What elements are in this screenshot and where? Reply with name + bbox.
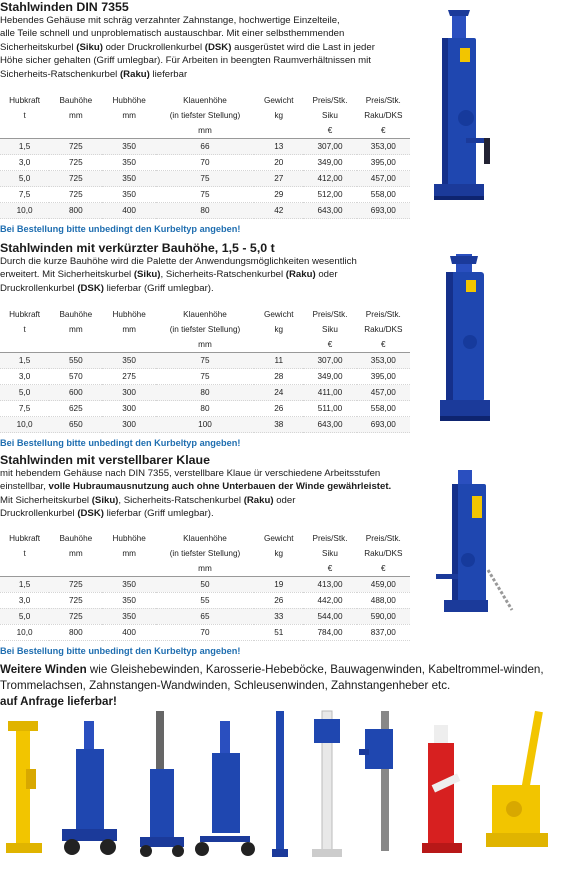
description-text: , Sicherheits-Ratschenkurbel <box>118 494 244 506</box>
table-header-cell: mm <box>156 561 254 577</box>
table-cell: 3,0 <box>0 155 49 171</box>
description-text: Sicherheits-Ratschenkurbel <box>0 68 120 80</box>
table-header-cell: € <box>357 561 410 577</box>
description-text: einstellbar, <box>0 481 49 493</box>
table-cell: 350 <box>102 592 155 608</box>
table-cell: 300 <box>102 401 155 417</box>
table-header-cell <box>254 561 303 577</box>
table-header-cell: t <box>23 548 26 558</box>
table-cell: 600 <box>49 385 102 401</box>
table-cell: 488,00 <box>357 592 410 608</box>
table-cell: 100 <box>156 417 254 433</box>
table-header-cell: (in tiefster Stellung) <box>169 111 241 121</box>
table-cell: 80 <box>156 203 254 219</box>
table-cell: 544,00 <box>303 608 356 624</box>
description-text: alle Teile schnell und unproblematisch austauschbar. Mit einer selbsthemmenden <box>0 28 345 40</box>
gallery-blue-wall-jack <box>355 709 400 859</box>
table-header-cell <box>102 337 155 353</box>
table-cell: 459,00 <box>357 576 410 592</box>
table-cell: 800 <box>49 203 102 219</box>
table-cell: 7,5 <box>0 187 49 203</box>
table-header-cell: Siku <box>322 548 338 558</box>
description-line <box>0 68 415 81</box>
table-header-cell: Bauhöhe <box>59 310 93 320</box>
table-cell: 350 <box>102 353 155 369</box>
table-cell: 725 <box>49 576 102 592</box>
table-cell: 558,00 <box>357 187 410 203</box>
table-header-cell <box>254 337 303 353</box>
section-din7355 <box>0 0 415 236</box>
table-cell: 51 <box>254 624 303 640</box>
gallery-blue-slim-post <box>270 709 290 859</box>
product-image-din7355-jack <box>428 8 498 208</box>
table-cell: 558,00 <box>357 401 410 417</box>
description-text: lieferbar <box>149 68 188 80</box>
table-cell: 66 <box>156 139 254 155</box>
description-emphasis: (Raku) <box>119 68 150 80</box>
more-jacks-cta: auf Anfrage lieferbar! <box>0 695 117 708</box>
table-header-cell: mm <box>69 548 83 558</box>
table-cell: 5,0 <box>0 608 49 624</box>
table-header-cell: kg <box>274 548 284 558</box>
table-header-cell <box>102 561 155 577</box>
table-header-cell: Gewicht <box>263 310 294 320</box>
table-cell: 725 <box>49 155 102 171</box>
description-text: lieferbar (Griff umlegbar). <box>103 508 214 520</box>
description-text: Hebendes Gehäuse mit schräg verzahnter Zahnstange, hochwertige Einzelteile, <box>0 15 340 26</box>
gallery-gray-tall-jack <box>132 709 192 859</box>
table-header-cell <box>49 337 102 353</box>
table-cell: 65 <box>156 608 254 624</box>
table-header-cell: t <box>23 325 26 335</box>
table-cell: 353,00 <box>357 139 410 155</box>
description-text: Durch die kurze Bauhöhe wird die Palette der Anwendungsmöglichkeiten wesentlich <box>0 256 357 267</box>
table-cell: 590,00 <box>357 608 410 624</box>
table-cell: 693,00 <box>357 203 410 219</box>
description-emphasis: (DSK) <box>204 41 232 53</box>
table-header-cell: (in tiefster Stellung) <box>169 548 241 558</box>
table-header-cell: Preis/Stk. <box>365 533 401 543</box>
section-title: Stahlwinden mit verkürzter Bauhöhe, 1,5 - 5,0 t <box>0 241 275 255</box>
description-line <box>0 480 415 493</box>
table-header-cell: Gewicht <box>263 96 294 106</box>
table-cell: 24 <box>254 385 303 401</box>
table-cell: 26 <box>254 401 303 417</box>
spec-table <box>0 93 410 219</box>
description-emphasis: (Siku) <box>76 41 103 53</box>
section-description <box>0 467 415 521</box>
table-row <box>0 203 410 219</box>
table-header-cell: Hubkraft <box>9 310 41 320</box>
table-cell: 26 <box>254 592 303 608</box>
table-cell: 550 <box>49 353 102 369</box>
table-cell: 75 <box>156 369 254 385</box>
table-row <box>0 385 410 401</box>
gallery-red-lifting-jack <box>410 719 472 859</box>
product-image-short-jack <box>436 252 500 432</box>
table-cell: 3,0 <box>0 369 49 385</box>
order-note: Bei Bestellung bitte unbedingt den Kurbeltyp angeben! <box>0 645 241 656</box>
gallery-yellow-toe-jack <box>478 709 558 859</box>
table-cell: 80 <box>156 401 254 417</box>
table-header-cell: € <box>357 123 410 139</box>
table-cell: 29 <box>254 187 303 203</box>
more-jacks-body: wie Gleishebewinden, Karosserie-Hebeböcke, Bauwagenwinden, Kabeltrommel-winden, Trommelachsen, Zahnstangen-Wandwinden, Schleusenwinden, Zahnstangenheber etc. <box>0 663 544 692</box>
table-cell: 412,00 <box>303 171 356 187</box>
table-header-cell: Hubhöhe <box>112 310 146 320</box>
table-cell: 307,00 <box>303 139 356 155</box>
table-row <box>0 401 410 417</box>
table-cell: 50 <box>156 576 254 592</box>
table-header-cell: Preis/Stk. <box>312 533 348 543</box>
table-cell: 349,00 <box>303 155 356 171</box>
table-cell: 42 <box>254 203 303 219</box>
table-cell: 350 <box>102 155 155 171</box>
table-cell: 27 <box>254 171 303 187</box>
table-cell: 457,00 <box>357 171 410 187</box>
table-header-cell: Klauenhöhe <box>183 310 227 320</box>
table-header-cell: Raku/DKS <box>364 111 403 121</box>
table-row <box>0 576 410 592</box>
description-emphasis: (DSK) <box>77 282 104 294</box>
description-emphasis: (Siku) <box>133 269 161 281</box>
table-header-cell: € <box>303 337 356 353</box>
table-header-cell: mm <box>122 548 136 558</box>
description-line <box>0 282 415 295</box>
description-line <box>0 494 415 507</box>
spec-table <box>0 531 410 641</box>
description-text: ausgerüstet wird die Last in jeder <box>231 41 375 53</box>
section-description <box>0 14 415 81</box>
order-note: Bei Bestellung bitte unbedingt den Kurbeltyp angeben! <box>0 438 241 449</box>
description-text: Druckrollenkurbel <box>0 282 78 294</box>
table-header-cell: Bauhöhe <box>59 96 93 106</box>
table-header-cell: Preis/Stk. <box>365 96 401 106</box>
description-line <box>0 41 415 54</box>
description-text: Sicherheitskurbel <box>0 41 77 53</box>
table-cell: 442,00 <box>303 592 356 608</box>
gallery-blue-wheeled-jack <box>52 719 127 859</box>
table-cell: 570 <box>49 369 102 385</box>
table-cell: 11 <box>254 353 303 369</box>
table-header-cell: Hubhöhe <box>112 533 146 543</box>
table-header-cell: mm <box>69 325 83 335</box>
table-header-cell: t <box>23 111 26 121</box>
table-row <box>0 171 410 187</box>
table-cell: 350 <box>102 187 155 203</box>
table-cell: 5,0 <box>0 385 49 401</box>
description-text: Höhe sicher gehalten (Griff umlegbar). Für Arbeiten in beengten Raumverhältnissen mit <box>0 55 371 67</box>
table-header-cell: (in tiefster Stellung) <box>169 325 241 335</box>
table-cell: 75 <box>156 187 254 203</box>
table-cell: 350 <box>102 608 155 624</box>
gallery-yellow-rack-jack <box>2 719 46 859</box>
description-text: mit hebendem Gehäuse nach DIN 7355, verstellbare Klaue ür verschiedene Arbeitsstufen <box>0 468 381 479</box>
table-header-cell <box>254 123 303 139</box>
table-header-cell: € <box>303 561 356 577</box>
section-description <box>0 255 415 295</box>
table-cell: 650 <box>49 417 102 433</box>
table-cell: 70 <box>156 624 254 640</box>
section-short-height <box>0 241 415 450</box>
table-cell: 3,0 <box>0 592 49 608</box>
table-cell: 5,0 <box>0 171 49 187</box>
table-cell: 20 <box>254 155 303 171</box>
table-row <box>0 608 410 624</box>
description-text: , Sicherheits-Ratschenkurbel <box>160 269 286 281</box>
table-row <box>0 187 410 203</box>
table-header-cell: mm <box>122 325 136 335</box>
table-cell: 28 <box>254 369 303 385</box>
table-header-cell: Klauenhöhe <box>183 533 227 543</box>
jack-gallery <box>0 705 561 879</box>
description-emphasis: (Raku) <box>285 269 316 281</box>
table-row <box>0 353 410 369</box>
spec-table <box>0 307 410 433</box>
table-header-cell: Preis/Stk. <box>365 310 401 320</box>
table-header-cell: Preis/Stk. <box>312 96 348 106</box>
table-cell: 643,00 <box>303 417 356 433</box>
table-header-cell: Gewicht <box>263 533 294 543</box>
table-header-cell: Hubkraft <box>9 533 41 543</box>
table-cell: 307,00 <box>303 353 356 369</box>
description-line <box>0 54 415 67</box>
table-header-cell: € <box>303 123 356 139</box>
table-cell: 80 <box>156 385 254 401</box>
table-cell: 625 <box>49 401 102 417</box>
table-cell: 7,5 <box>0 401 49 417</box>
table-header-cell: mm <box>69 111 83 121</box>
table-cell: 643,00 <box>303 203 356 219</box>
table-cell: 725 <box>49 608 102 624</box>
table-header-cell: Siku <box>322 325 338 335</box>
table-header-cell: Siku <box>322 111 338 121</box>
order-note: Bei Bestellung bitte unbedingt den Kurbeltyp angeben! <box>0 224 241 235</box>
description-text: Mit Sicherheitskurbel <box>0 494 92 506</box>
table-cell: 1,5 <box>0 576 49 592</box>
description-emphasis: (DSK) <box>77 508 104 520</box>
table-cell: 725 <box>49 139 102 155</box>
table-header-cell: mm <box>156 123 254 139</box>
more-jacks-lead: Weitere Winden <box>0 663 87 676</box>
table-cell: 350 <box>102 171 155 187</box>
table-cell: 395,00 <box>357 369 410 385</box>
section-adjustable-claw <box>0 453 415 658</box>
table-cell: 395,00 <box>357 155 410 171</box>
description-emphasis: (Raku) <box>243 494 274 506</box>
table-cell: 800 <box>49 624 102 640</box>
table-cell: 353,00 <box>357 353 410 369</box>
table-header-cell: Raku/DKS <box>364 548 403 558</box>
table-cell: 784,00 <box>303 624 356 640</box>
table-cell: 275 <box>102 369 155 385</box>
table-row <box>0 369 410 385</box>
table-cell: 511,00 <box>303 401 356 417</box>
table-header-cell: Klauenhöhe <box>183 96 227 106</box>
table-row <box>0 139 410 155</box>
table-header-cell <box>49 123 102 139</box>
table-cell: 10,0 <box>0 624 49 640</box>
table-cell: 512,00 <box>303 187 356 203</box>
table-cell: 300 <box>102 385 155 401</box>
table-cell: 1,5 <box>0 353 49 369</box>
table-header-cell: Preis/Stk. <box>312 310 348 320</box>
table-cell: 1,5 <box>0 139 49 155</box>
table-header-cell <box>0 123 49 139</box>
table-header-cell: mm <box>122 111 136 121</box>
table-cell: 457,00 <box>357 385 410 401</box>
description-line <box>0 14 415 27</box>
table-row <box>0 417 410 433</box>
description-text: oder <box>273 494 296 506</box>
table-cell: 725 <box>49 171 102 187</box>
table-cell: 19 <box>254 576 303 592</box>
table-header-cell: Raku/DKS <box>364 325 403 335</box>
table-header-cell: Hubkraft <box>9 96 41 106</box>
table-header-cell <box>0 561 49 577</box>
table-cell: 411,00 <box>303 385 356 401</box>
table-cell: 10,0 <box>0 203 49 219</box>
table-header-cell <box>0 337 49 353</box>
table-cell: 350 <box>102 576 155 592</box>
section-title: Stahlwinden DIN 7355 <box>0 0 129 14</box>
table-row <box>0 592 410 608</box>
table-cell: 413,00 <box>303 576 356 592</box>
table-cell: 75 <box>156 171 254 187</box>
description-line <box>0 27 415 40</box>
table-cell: 725 <box>49 187 102 203</box>
description-line <box>0 255 415 268</box>
description-text: lieferbar (Griff umlegbar). <box>103 282 214 294</box>
description-text: oder Druckrollenkurbel <box>102 41 205 53</box>
product-image-adjustable-claw-jack <box>432 470 522 630</box>
table-cell: 55 <box>156 592 254 608</box>
table-header-cell: kg <box>274 325 284 335</box>
table-cell: 13 <box>254 139 303 155</box>
table-cell: 837,00 <box>357 624 410 640</box>
table-header-cell: Hubhöhe <box>112 96 146 106</box>
table-cell: 38 <box>254 417 303 433</box>
table-cell: 10,0 <box>0 417 49 433</box>
table-header-cell: mm <box>156 337 254 353</box>
gallery-blue-trolley-jack <box>190 719 260 859</box>
description-emphasis: volle Hubraumausnutzung auch ohne Unterbauen der Winde gewährleistet. <box>48 481 392 493</box>
table-cell: 75 <box>156 353 254 369</box>
table-cell: 693,00 <box>357 417 410 433</box>
table-header-cell: Bauhöhe <box>59 533 93 543</box>
more-jacks-text <box>0 662 550 710</box>
description-text: Druckrollenkurbel <box>0 508 78 520</box>
table-cell: 400 <box>102 624 155 640</box>
description-text: oder <box>315 269 338 281</box>
table-cell: 33 <box>254 608 303 624</box>
description-line <box>0 507 415 520</box>
table-header-cell <box>49 561 102 577</box>
table-cell: 350 <box>102 139 155 155</box>
table-cell: 349,00 <box>303 369 356 385</box>
description-line <box>0 268 415 281</box>
table-cell: 70 <box>156 155 254 171</box>
section-title: Stahlwinden mit verstellbarer Klaue <box>0 453 211 467</box>
table-cell: 725 <box>49 592 102 608</box>
description-line <box>0 467 415 480</box>
table-cell: 300 <box>102 417 155 433</box>
gallery-white-rack-post <box>308 709 348 859</box>
table-row <box>0 624 410 640</box>
table-header-cell: € <box>357 337 410 353</box>
description-text: erweitert. Mit Sicherheitskurbel <box>0 269 134 281</box>
description-emphasis: (Siku) <box>91 494 119 506</box>
table-row <box>0 155 410 171</box>
table-cell: 400 <box>102 203 155 219</box>
table-header-cell: kg <box>274 111 284 121</box>
table-header-cell <box>102 123 155 139</box>
